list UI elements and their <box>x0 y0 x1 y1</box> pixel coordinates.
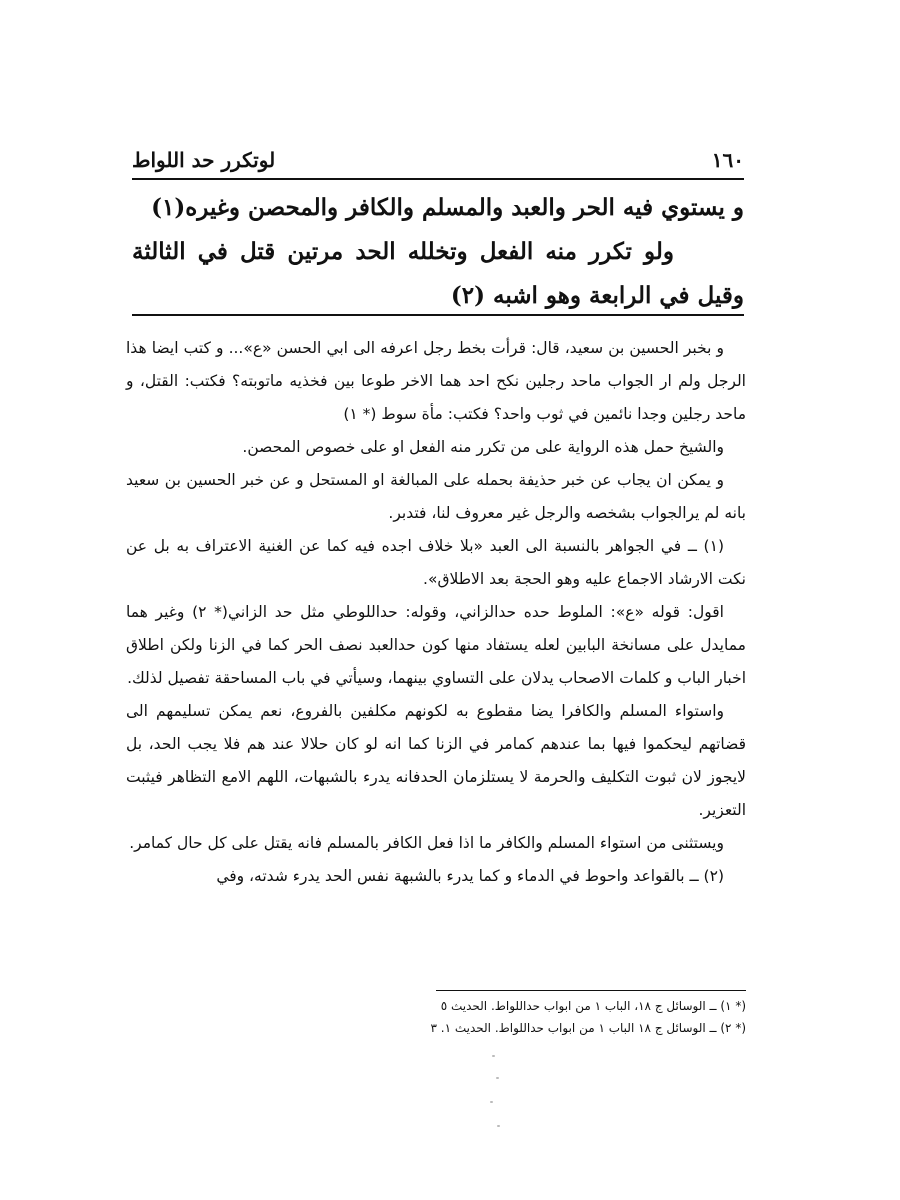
main-text-rule <box>132 314 744 316</box>
page-header <box>132 143 744 177</box>
commentary-paragraph: و يمكن ان يجاب عن خبر حذيفة بحمله على المبالغة او المستحل و عن خبر الحسين بن سعيد بانه لم يرالجواب بشخصه والرجل غير معروف لنا، فتدبر. <box>126 471 746 522</box>
running-title: لوتكرر حد اللواط <box>132 148 276 172</box>
commentary-paragraph: واستواء المسلم والكافرا يضا مقطوع به لكونهم مكلفين بالفروع، نعم يمكن تسليمهم الى قضاتهم ليحكموا فيها بما عندهم كمامر في الزنا كما انه لو كان حلالا عند هم فلا يجب الحد، بل لايجوز لان ثبوت التكليف والحرمة لا يستلزمان الحدفانه يدرء بالشبهات، اللهم الامع التظاهر فيثبت التعزير. <box>126 702 746 819</box>
commentary <box>126 332 746 893</box>
footnote-2: (* ٢) ــ الوسائل ج ١٨ الباب ١ من ابواب حداللواط. الحديث ١. ٣ <box>430 1021 746 1035</box>
commentary-paragraph: والشيخ حمل هذه الرواية على من تكرر منه الفعل او على خصوص المحصن. <box>242 438 724 456</box>
main-text-line-2: ولو تكرر منه الفعل وتخلله الحد مرتين قتل في الثالثة وقيل في الرابعة وهو اشبه (٢) <box>132 238 744 309</box>
header-rule <box>132 178 744 180</box>
scan-speckles <box>488 1055 502 1135</box>
page-number: ١٦٠ <box>711 148 744 172</box>
commentary-paragraph: (٢) ــ بالقواعد واحوط في الدماء و كما يدرء بالشبهة نفس الحد يدرء شدته، وفي <box>216 867 724 885</box>
footnotes <box>126 990 746 1039</box>
commentary-paragraph: و بخبر الحسين بن سعيد، قال: قرأت بخط رجل اعرفه الى ابي الحسن «ع»... و كتب ايضا هذا الرجل ولم ار الجواب ماحد رجلين نكح احد هما الاخر طوعا بين فخذيه ماتوبته؟ فكتب: القتل، و ماحد رجلين وجدا نائمين في ثوب واحد؟ فكتب: مأة سوط (* ١) <box>126 339 746 423</box>
main-text <box>132 186 744 318</box>
commentary-paragraph: ويستثنى من استواء المسلم والكافر ما اذا فعل الكافر بالمسلم فانه يقتل على كل حال كمامر. <box>129 834 724 852</box>
commentary-paragraph: اقول: قوله «ع»: الملوط حده حدالزاني، وقوله: حداللوطي مثل حد الزاني(* ٢) وغير هما ممايدل على مسانخة البابين لعله يستفاد منها كون حدالعبد نصف الحر كما في الزنا ولكن اطلاق اخبار الباب و كلمات الاصحاب يدلان على التساوي بينهما، وسيأتي في باب المساحقة تفصيل لذلك. <box>126 603 746 687</box>
footnote-1: (* ١) ــ الوسائل ج ١٨، الباب ١ من ابواب حداللواط. الحديث ٥ <box>440 999 746 1013</box>
main-text-line-1: و يستوي فيه الحر والعبد والمسلم والكافر والمحصن وغيره(١) <box>151 194 744 221</box>
commentary-paragraph: (١) ــ في الجواهر بالنسبة الى العبد «بلا خلاف اجده فيه كما عن الغنية الاعتراف به بل عن نكت الارشاد الاجماع عليه وهو الحجة بعد الاطلاق». <box>126 537 746 588</box>
footnote-rule <box>436 990 746 991</box>
